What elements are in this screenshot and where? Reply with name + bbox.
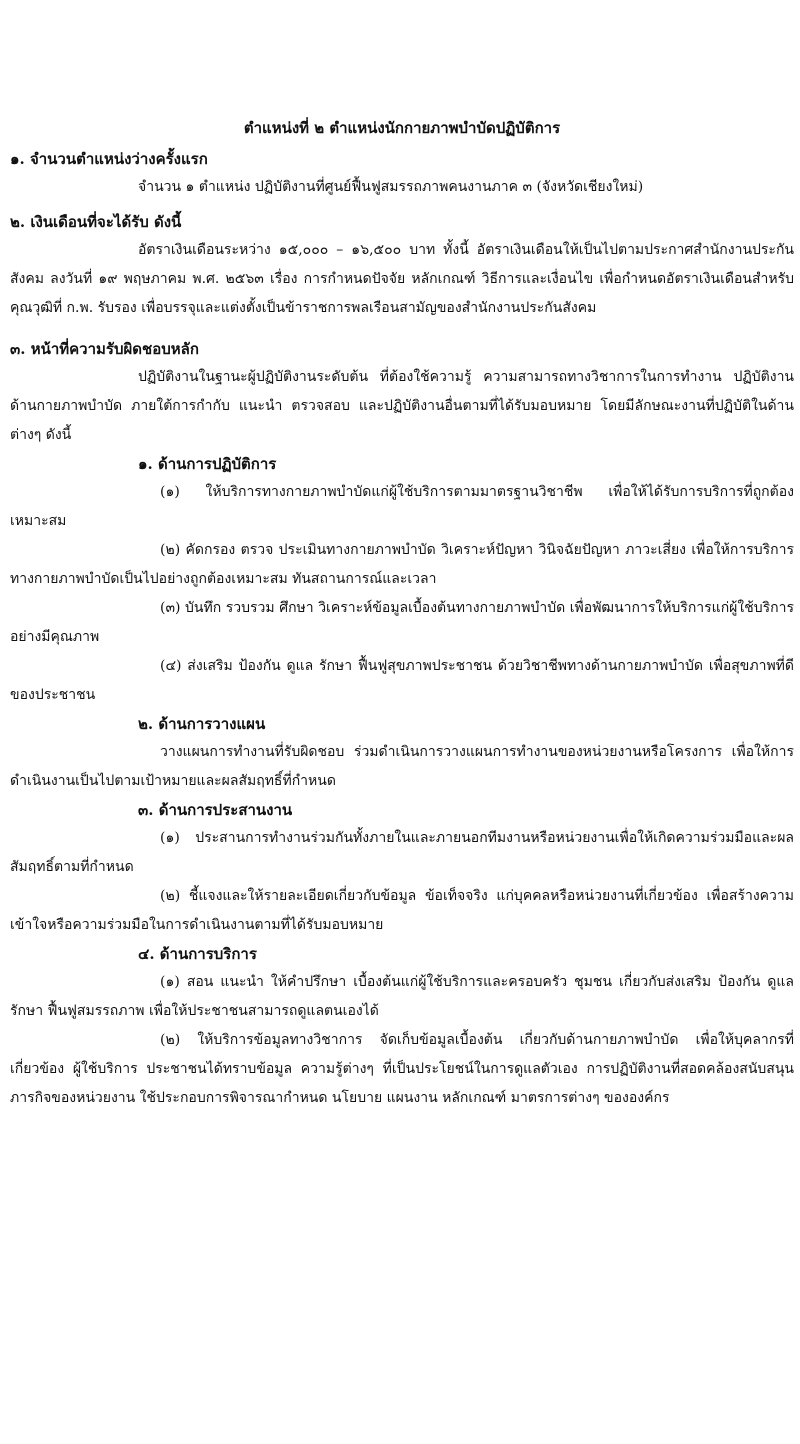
- section-salary: [10, 208, 794, 323]
- section-vacancy: [10, 145, 794, 202]
- section-heading: ๓. หน้าที่ความรับผิดชอบหลัก: [10, 340, 199, 358]
- document-title: ตำแหน่งที่ ๒ ตำแหน่งนักกายภาพบำบัดปฏิบัติการ: [243, 119, 561, 137]
- section-responsibilities: [10, 335, 794, 1113]
- section-body: อัตราเงินเดือนระหว่าง ๑๕,๐๐๐ – ๑๖,๕๐๐ บาท ทั้งนี้ อัตราเงินเดือนให้เป็นไปตามประกาศสำนักงานประกันสังคม ลงวันที่ ๑๙ พฤษภาคม พ.ศ. ๒๕๖๓ เรื่อง การกำหนดปัจจัย หลักเกณฑ์ วิธีการและเงื่อนไข เพื่อกำหนดอัตราเงินเดือนสำหรับคุณวุฒิที่ ก.พ. รับรอง เพื่อบรรจุและแต่งตั้งเป็นข้าราชการพลเรือนสามัญของสำนักงานประกันสังคม: [10, 242, 794, 316]
- duty-item: (๑) ประสานการทำงานร่วมกันทั้งภายในและภายนอกทีมงานหรือหน่วยงานเพื่อให้เกิดความร่วมมือและผลสัมฤทธิ์ตามที่กำหนด: [10, 830, 794, 875]
- duty-item: วางแผนการทำงานที่รับผิดชอบ ร่วมดำเนินการวางแผนการทำงานของหน่วยงานหรือโครงการ เพื่อให้การดำเนินงานเป็นไปตามเป้าหมายและผลสัมฤทธิ์ที่กำหนด: [10, 744, 794, 789]
- section-heading: ๒. เงินเดือนที่จะได้รับ ดังนี้: [10, 213, 182, 231]
- duty-heading-service: ๔. ด้านการบริการ: [138, 945, 257, 963]
- duty-heading-coordination: ๓. ด้านการประสานงาน: [138, 801, 293, 819]
- duty-item: (๑) ให้บริการทางกายภาพบำบัดแก่ผู้ใช้บริการตามมาตรฐานวิชาชีพ เพื่อให้ได้รับการบริการที่ถูกต้อง เหมาะสม: [10, 484, 794, 529]
- section-body: ปฏิบัติงานในฐานะผู้ปฏิบัติงานระดับต้น ที่ต้องใช้ความรู้ ความสามารถทางวิชาการในการทำงาน ปฏิบัติงานด้านกายภาพบำบัด ภายใต้การกำกับ แนะนำ ตรวจสอบ และปฏิบัติงานอื่นตามที่ได้รับมอบหมาย โดยมีลักษณะงานที่ปฏิบัติในด้านต่างๆ ดังนี้: [10, 369, 794, 443]
- duty-item: (๔) ส่งเสริม ป้องกัน ดูแล รักษา ฟื้นฟูสุขภาพประชาชน ด้วยวิชาชีพทางด้านกายภาพบำบัด เพื่อสุขภาพที่ดีของประชาชน: [10, 658, 794, 703]
- section-heading: ๑. จำนวนตำแหน่งว่างครั้งแรก: [10, 150, 208, 168]
- duty-item: (๒) ให้บริการข้อมูลทางวิชาการ จัดเก็บข้อมูลเบื้องต้น เกี่ยวกับด้านกายภาพบำบัด เพื่อให้บุคลากรที่เกี่ยวข้อง ผู้ใช้บริการ ประชาชนได้ทราบข้อมูล ความรู้ต่างๆ ที่เป็นประโยชน์ในการดูแลตัวเอง การปฏิบัติงานที่สอดคล้องสนับสนุนภารกิจของหน่วยงาน ใช้ประกอบการพิจารณากำหนด นโยบาย แผนงาน หลักเกณฑ์ มาตรการต่างๆ ขององค์กร: [10, 1032, 794, 1106]
- duty-item: (๒) ชี้แจงและให้รายละเอียดเกี่ยวกับข้อมูล ข้อเท็จจริง แก่บุคคลหรือหน่วยงานที่เกี่ยวข้อง เพื่อสร้างความเข้าใจหรือความร่วมมือในการดำเนินงานตามที่ได้รับมอบหมาย: [10, 888, 794, 933]
- duty-heading-operations: ๑. ด้านการปฏิบัติการ: [138, 455, 277, 473]
- duty-item: (๒) คัดกรอง ตรวจ ประเมินทางกายภาพบำบัด วิเคราะห์ปัญหา วินิจฉัยปัญหา ภาวะเสี่ยง เพื่อให้การบริการทางกายภาพบำบัดเป็นไปอย่างถูกต้องเหมาะสม ทันสถานการณ์และเวลา: [10, 542, 794, 587]
- duty-item: (๑) สอน แนะนำ ให้คำปรึกษา เบื้องต้นแก่ผู้ใช้บริการและครอบครัว ชุมชน เกี่ยวกับส่งเสริม ป้องกัน ดูแล รักษา ฟื้นฟูสมรรถภาพ เพื่อให้ประชาชนสามารถดูแลตนเองได้: [10, 974, 794, 1019]
- duty-heading-planning: ๒. ด้านการวางแผน: [138, 715, 266, 733]
- section-body: จำนวน ๑ ตำแหน่ง ปฏิบัติงานที่ศูนย์ฟื้นฟูสมรรถภาพคนงานภาค ๓ (จังหวัดเชียงใหม่): [138, 179, 644, 195]
- duty-item: (๓) บันทึก รวบรวม ศึกษา วิเคราะห์ข้อมูลเบื้องต้นทางกายภาพบำบัด เพื่อพัฒนาการให้บริการแก่ผู้ใช้บริการอย่างมีคุณภาพ: [10, 600, 794, 645]
